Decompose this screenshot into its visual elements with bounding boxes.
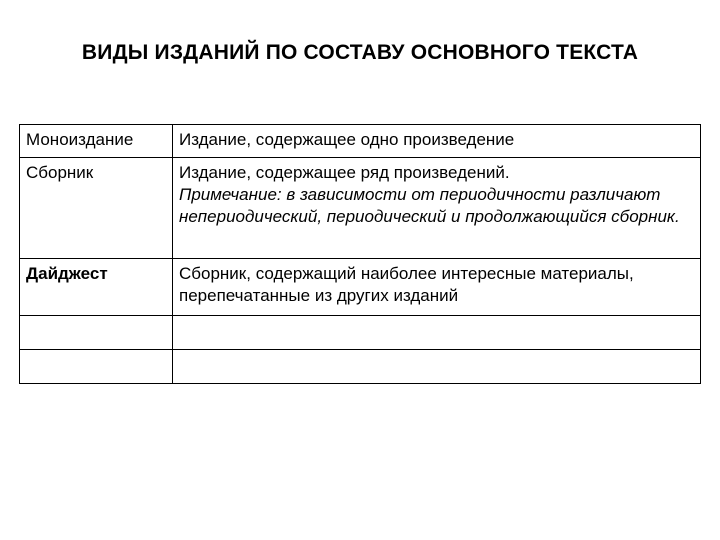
table-row [20,158,701,259]
definition-cell [173,158,701,259]
term-cell: Дайджест [20,259,173,316]
page-title: ВИДЫ ИЗДАНИЙ ПО СОСТАВУ ОСНОВНОГО ТЕКСТА [81,41,639,64]
term-cell [20,350,173,384]
definition-note: Примечание: в зависимости от периодичности различают непериодический, периодический и продолжающийся сборник. [179,185,680,226]
table-row [20,125,701,158]
table-row [20,259,701,316]
definition-text: Сборник, содержащий наиболее интересные материалы, перепечатанные из других изданий [179,264,634,305]
definition-cell [173,125,701,158]
table-row-empty [20,350,701,384]
table-row-empty [20,316,701,350]
editions-table [19,124,701,384]
definition-cell [173,350,701,384]
term-cell: Моноиздание [20,125,173,158]
definition-text: Издание, содержащее одно произведение [179,130,515,149]
definition-cell [173,259,701,316]
definition-text: Издание, содержащее ряд произведений. [179,163,510,182]
term-cell [20,316,173,350]
term-cell: Сборник [20,158,173,259]
definition-cell [173,316,701,350]
